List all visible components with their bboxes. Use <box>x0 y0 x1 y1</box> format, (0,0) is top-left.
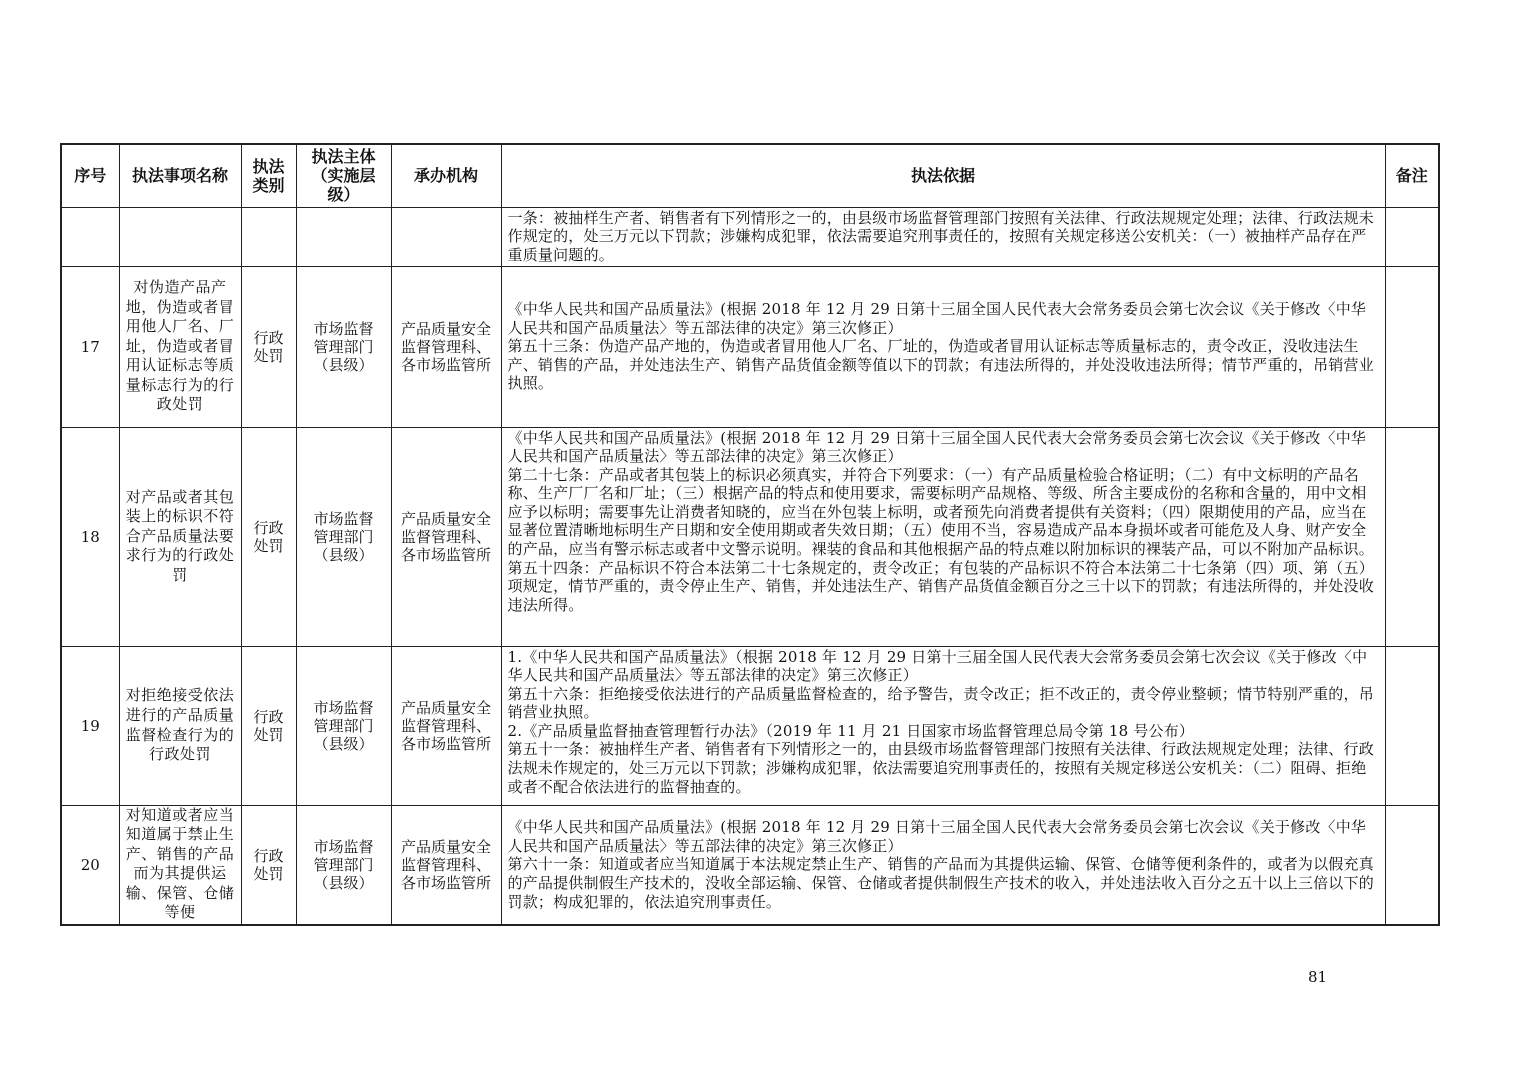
header-subject: 执法主体（实施层级） <box>296 144 391 207</box>
row-org: 产品质量安全监督管理科、各市场监管所 <box>391 646 501 805</box>
table-row <box>61 266 1439 427</box>
row-org <box>391 207 501 266</box>
basis-paragraph: 1.《中华人民共和国产品质量法》（根据 2018 年 12 月 29 日第十三届全国人民代表大会常务委员会第七次会议《关于修改〈中华人民共和国产品质量法〉等五部法律的决定》第三次修正） <box>507 647 1368 685</box>
table-row <box>61 427 1439 646</box>
enforcement-table <box>60 143 1440 926</box>
basis-paragraph: 第五十一条：被抽样生产者、销售者有下列情形之一的，由县级市场监督管理部门按照有关法律、行政法规规定处理；法律、行政法规未作规定的，处三万元以下罚款；涉嫌构成犯罪，依法需要追究刑事责任的，按照有关规定移送公安机关：（二）阻碍、拒绝或者不配合依法进行的监督抽查的。 <box>507 740 1374 796</box>
basis-paragraph: 第六十一条：知道或者应当知道属于本法规定禁止生产、销售的产品而为其提供运输、保管、仓储等便利条件的，或者为以假充真的产品提供制假生产技术的，没收全部运输、保管、仓储或者提供制假生产技术的收入，并处违法收入百分之五十以上三倍以下的罚款；构成犯罪的，依法追究刑事责任。 <box>507 855 1374 911</box>
row-basis <box>501 266 1385 427</box>
row-note <box>1385 646 1439 805</box>
header-type: 执法类别 <box>241 144 296 207</box>
basis-paragraph: 《中华人民共和国产品质量法》(根据 2018 年 12 月 29 日第十三届全国人民代表大会常务委员会第七次会议《关于修改〈中华人民共和国产品质量法〉等五部法律的决定》第三次修正） <box>507 428 1367 466</box>
row-item-text: 对知道或者应当知道属于禁止生产、销售的产品而为其提供运输、保管、仓储等便 <box>125 805 235 922</box>
row-type: 行政处罚 <box>241 427 296 646</box>
row-org: 产品质量安全监督管理科、各市场监管所 <box>391 427 501 646</box>
row-no: 20 <box>61 805 119 925</box>
row-basis <box>501 207 1385 266</box>
row-subject: 市场监督管理部门（县级） <box>296 427 391 646</box>
basis-paragraph: 《中华人民共和国产品质量法》(根据 2018 年 12 月 29 日第十三届全国人民代表大会常务委员会第七次会议《关于修改〈中华人民共和国产品质量法〉等五部法律的决定》第三次修正） <box>507 300 1367 337</box>
row-note <box>1385 805 1439 925</box>
basis-paragraph: 2.《产品质量监督抽查管理暂行办法》（2019 年 11 月 21 日国家市场监督管理总局令第 18 号公布） <box>507 721 1195 740</box>
row-basis <box>501 427 1385 646</box>
basis-paragraph: 第五十三条：伪造产品产地的，伪造或者冒用他人厂名、厂址的，伪造或者冒用认证标志等质量标志的，责令改正，没收违法生产、销售的产品，并处违法生产、销售产品货值金额等值以下的罚款；有违法所得的，并处没收违法所得；情节严重的，吊销营业执照。 <box>507 337 1374 393</box>
row-type: 行政处罚 <box>241 266 296 427</box>
basis-paragraph: 第二十七条：产品或者其包装上的标识必须真实，并符合下列要求：（一）有产品质量检验合格证明；（二）有中文标明的产品名称、生产厂厂名和厂址；（三）根据产品的特点和使用要求，需要标明产品规格、等级、所含主要成份的名称和含量的，用中文相应予以标明；需要事先让消费者知晓的，应当在外包装上标明，或者预先向消费者提供有关资料；（四）限期使用的产品，应当在显著位置清晰地标明生产日期和安全使用期或者失效日期；（五）使用不当，容易造成产品本身损坏或者可能危及人身、财产安全的产品，应当有警示标志或者中文警示说明。裸装的食品和其他根据产品的特点难以附加标识的裸装产品，可以不附加产品标识。第五十四条：产品标识不符合本法第二十七条规定的，责令改正；有包装的产品标识不符合本法第二十七条第（四）项、第（五）项规定，情节严重的，责令停止生产、销售，并处违法生产、销售产品货值金额百分之三十以下的罚款；有违法所得的，并处没收违法所得。 <box>507 465 1374 614</box>
row-org: 产品质量安全监督管理科、各市场监管所 <box>391 266 501 427</box>
header-no: 序号 <box>61 144 119 207</box>
row-type: 行政处罚 <box>241 805 296 925</box>
row-item: 对伪造产品产地，伪造或者冒用他人厂名、厂址，伪造或者冒用认证标志等质量标志行为的行政处罚 <box>119 266 241 427</box>
table-row <box>61 805 1439 925</box>
header-org: 承办机构 <box>391 144 501 207</box>
row-basis <box>501 646 1385 805</box>
row-subject <box>296 207 391 266</box>
row-basis <box>501 805 1385 925</box>
enforcement-table-container <box>60 143 1438 926</box>
row-subject: 市场监督管理部门（县级） <box>296 646 391 805</box>
basis-paragraph: 一条：被抽样生产者、销售者有下列情形之一的，由县级市场监督管理部门按照有关法律、行政法规规定处理；法律、行政法规未作规定的，处三万元以下罚款；涉嫌构成犯罪，依法需要追究刑事责任的，按照有关规定移送公安机关：（一）被抽样产品存在严重质量问题的。 <box>507 208 1374 264</box>
row-note <box>1385 207 1439 266</box>
table-row <box>61 207 1439 266</box>
row-org: 产品质量安全监督管理科、各市场监管所 <box>391 805 501 925</box>
basis-paragraph: 《中华人民共和国产品质量法》(根据 2018 年 12 月 29 日第十三届全国人民代表大会常务委员会第七次会议《关于修改〈中华人民共和国产品质量法〉等五部法律的决定》第三次修正） <box>507 818 1367 855</box>
row-no: 19 <box>61 646 119 805</box>
row-type: 行政处罚 <box>241 646 296 805</box>
row-no: 18 <box>61 427 119 646</box>
row-item <box>119 805 241 925</box>
row-note <box>1385 427 1439 646</box>
table-row <box>61 646 1439 805</box>
row-subject: 市场监督管理部门（县级） <box>296 805 391 925</box>
row-no: 17 <box>61 266 119 427</box>
basis-paragraph: 第五十六条：拒绝接受依法进行的产品质量监督检查的，给予警告，责令改正；拒不改正的，责令停业整顿；情节特别严重的，吊销营业执照。 <box>507 684 1374 722</box>
header-basis: 执法依据 <box>501 144 1385 207</box>
row-item: 对产品或者其包装上的标识不符合产品质量法要求行为的行政处罚 <box>119 427 241 646</box>
row-note <box>1385 266 1439 427</box>
row-no <box>61 207 119 266</box>
row-item: 对拒绝接受依法进行的产品质量监督检查行为的行政处罚 <box>119 646 241 805</box>
row-item <box>119 207 241 266</box>
row-subject: 市场监督管理部门（县级） <box>296 266 391 427</box>
row-type <box>241 207 296 266</box>
table-header-row <box>61 144 1439 207</box>
page-number: 81 <box>1308 968 1328 986</box>
header-item: 执法事项名称 <box>119 144 241 207</box>
header-note: 备注 <box>1385 144 1439 207</box>
